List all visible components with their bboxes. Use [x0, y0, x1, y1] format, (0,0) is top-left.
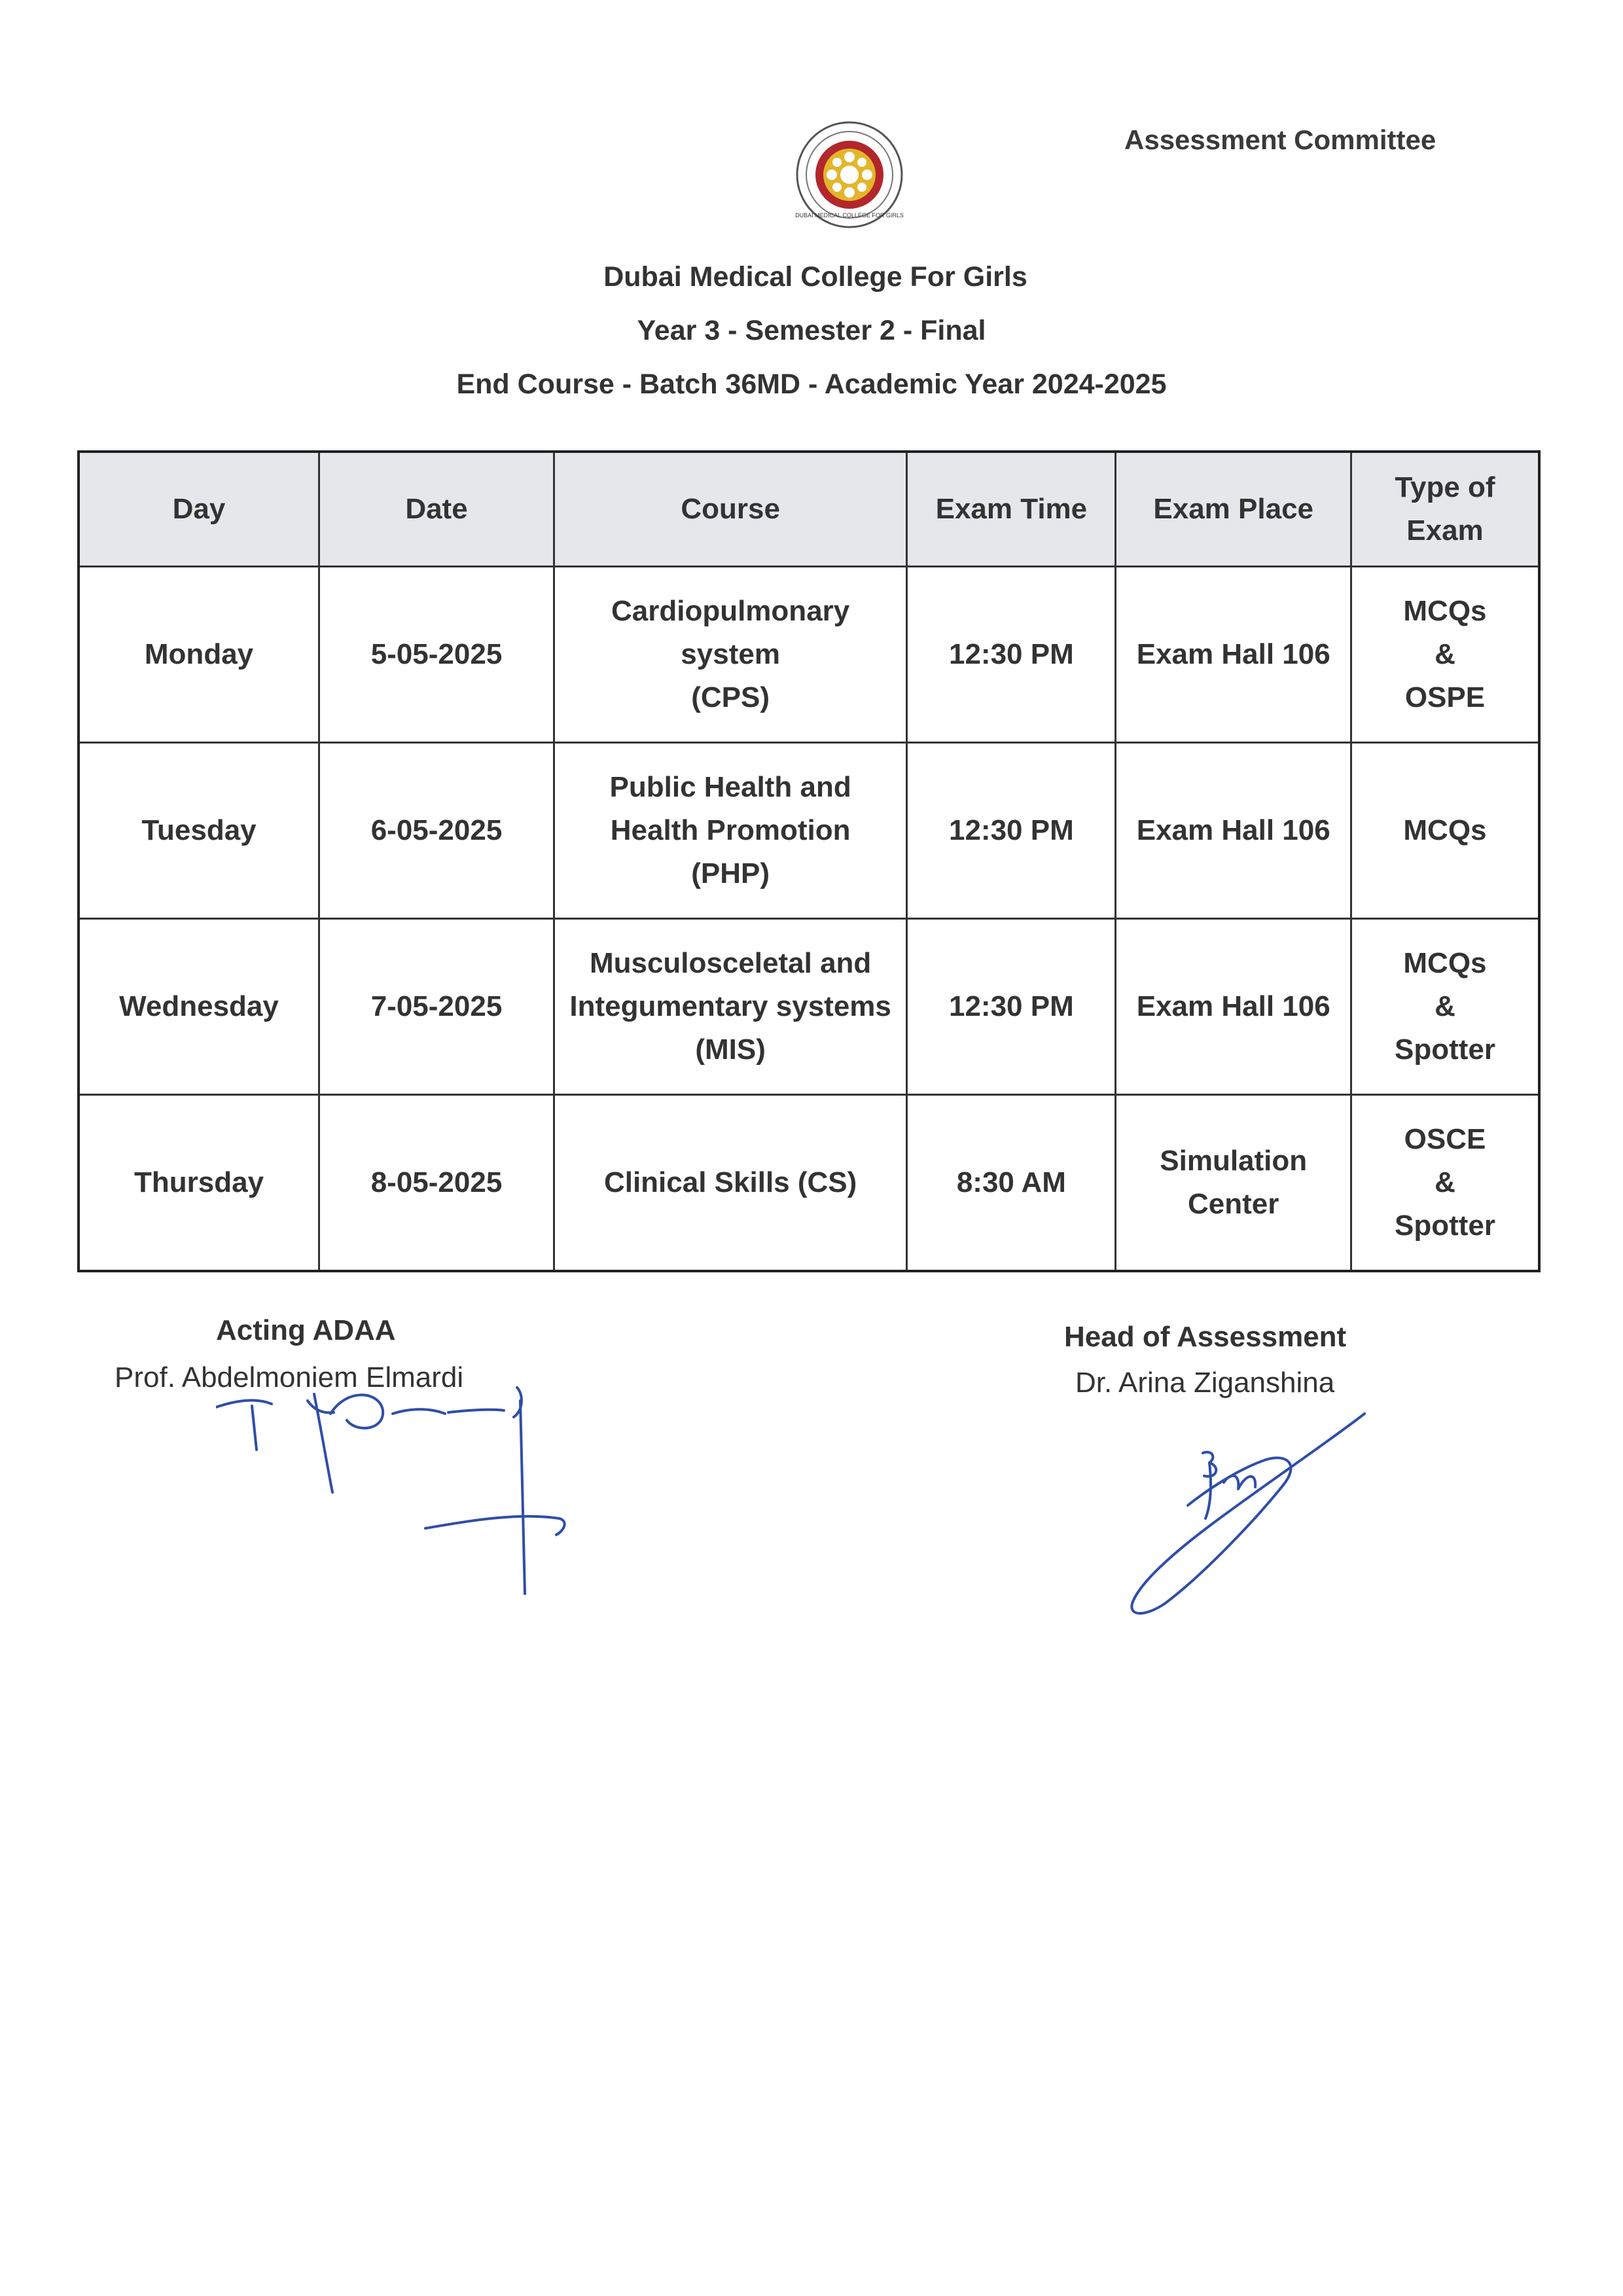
cell-day: Monday — [79, 567, 319, 743]
table-row — [79, 567, 1539, 743]
cell-course-line: (CPS) — [691, 681, 770, 713]
cell-exam-time: 8:30 AM — [907, 1095, 1116, 1272]
cell-date: 5-05-2025 — [319, 567, 554, 743]
cell-exam-type-line: MCQs — [1403, 947, 1487, 979]
header-exam-place: Exam Place — [1116, 452, 1351, 567]
semester-title: Year 3 - Semester 2 - Final — [637, 315, 986, 346]
cell-course — [554, 919, 906, 1095]
cell-date: 8-05-2025 — [319, 1095, 554, 1272]
head-of-assessment-title: Head of Assessment — [1064, 1321, 1347, 1353]
head-of-assessment-name: Dr. Arina Ziganshina — [1075, 1367, 1335, 1399]
cell-course-line: (MIS) — [695, 1033, 766, 1066]
cell-course — [554, 743, 906, 919]
cell-exam-time: 12:30 PM — [907, 919, 1116, 1095]
cell-course-line: system — [681, 638, 780, 670]
cell-course-line: (PHP) — [691, 857, 770, 889]
cell-exam-type — [1351, 567, 1539, 743]
document-titles — [0, 250, 1623, 411]
cell-exam-place-line: Simulation — [1160, 1145, 1308, 1177]
cell-exam-place — [1116, 743, 1351, 919]
cell-exam-type-line: MCQs — [1403, 814, 1487, 846]
header-day: Day — [79, 452, 319, 567]
cell-day: Wednesday — [79, 919, 319, 1095]
cell-course-line: Clinical Skills (CS) — [603, 1166, 857, 1198]
cell-exam-type-line: Spotter — [1394, 1033, 1495, 1066]
header-date: Date — [319, 452, 554, 567]
signature-left — [216, 1335, 582, 1610]
cell-date: 6-05-2025 — [319, 743, 554, 919]
signature-right — [1126, 1407, 1400, 1623]
cell-exam-place-line: Center — [1188, 1188, 1279, 1220]
exam-schedule-table — [77, 450, 1541, 1272]
header-course: Course — [554, 452, 906, 567]
batch-title: End Course - Batch 36MD - Academic Year 2024-2025 — [456, 368, 1167, 400]
table-row — [79, 1095, 1539, 1272]
acting-adaa-title: Acting ADAA — [216, 1314, 396, 1346]
cell-exam-place — [1116, 567, 1351, 743]
cell-exam-type — [1351, 1095, 1539, 1272]
cell-exam-place — [1116, 919, 1351, 1095]
header-exam-time: Exam Time — [907, 452, 1116, 567]
header-exam-type — [1351, 452, 1539, 567]
header-exam-type-line2: Exam — [1406, 514, 1484, 547]
cell-course-line: Public Health and — [609, 771, 851, 803]
cell-exam-type — [1351, 743, 1539, 919]
cell-exam-time: 12:30 PM — [907, 567, 1116, 743]
college-name: Dubai Medical College For Girls — [603, 261, 1027, 293]
cell-course-line: Integumentary systems — [569, 990, 891, 1022]
cell-exam-type-line: MCQs — [1403, 595, 1487, 627]
cell-course-line: Musculosceletal and — [589, 947, 872, 979]
cell-exam-type-line: & — [1435, 1166, 1455, 1198]
cell-course-line: Cardiopulmonary — [611, 595, 850, 627]
table-row — [79, 919, 1539, 1095]
assessment-committee-label: Assessment Committee — [1124, 124, 1436, 155]
cell-exam-type-line: Spotter — [1394, 1210, 1495, 1242]
acting-adaa-name: Prof. Abdelmoniem Elmardi — [115, 1361, 464, 1393]
cell-exam-type-line: & — [1435, 638, 1455, 670]
svg-text:DUBAI MEDICAL COLLEGE FOR GIRL: DUBAI MEDICAL COLLEGE FOR GIRLS — [795, 212, 904, 219]
cell-exam-time: 12:30 PM — [907, 743, 1116, 919]
table-header-row — [79, 452, 1539, 567]
cell-course — [554, 1095, 906, 1272]
cell-exam-type-line: & — [1435, 990, 1455, 1022]
cell-exam-place-line: Exam Hall 106 — [1136, 814, 1330, 846]
college-logo — [784, 119, 915, 230]
cell-exam-place — [1116, 1095, 1351, 1272]
cell-exam-type-line: OSCE — [1404, 1123, 1486, 1155]
cell-exam-place-line: Exam Hall 106 — [1136, 638, 1330, 670]
cell-date: 7-05-2025 — [319, 919, 554, 1095]
cell-exam-type-line: OSPE — [1404, 681, 1486, 713]
cell-course-line: Health Promotion — [610, 814, 851, 846]
cell-day: Thursday — [79, 1095, 319, 1272]
table-row — [79, 743, 1539, 919]
cell-exam-place-line: Exam Hall 106 — [1136, 990, 1330, 1022]
cell-exam-type — [1351, 919, 1539, 1095]
cell-course — [554, 567, 906, 743]
cell-day: Tuesday — [79, 743, 319, 919]
header-exam-type-line1: Type of — [1395, 471, 1495, 503]
